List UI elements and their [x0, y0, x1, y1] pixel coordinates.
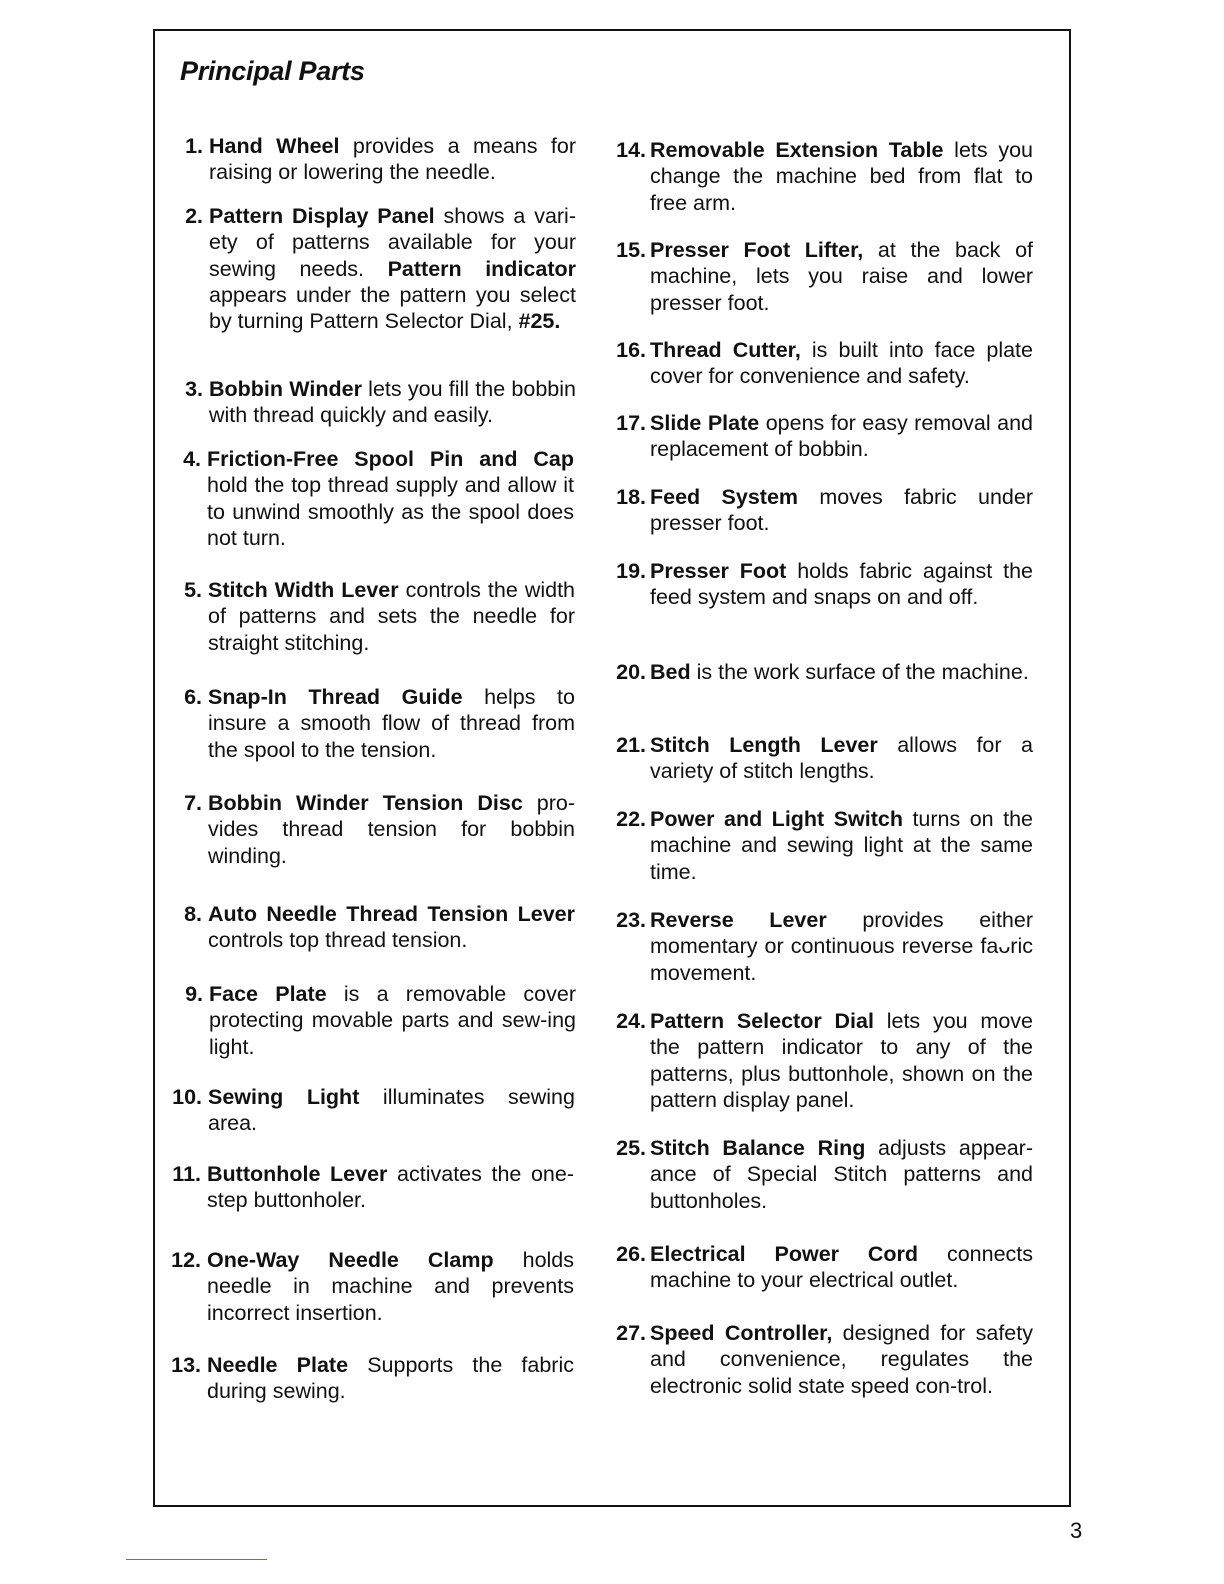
list-item [185, 981, 576, 1060]
list-item [183, 446, 574, 551]
list-item [172, 1161, 574, 1214]
item-term: Snap-In Thread Guide [208, 685, 463, 709]
item-term: Face Plate [209, 982, 327, 1006]
item-term-reference: #25. [518, 309, 561, 334]
item-number: 5. [184, 578, 202, 602]
item-description: at the back of machine, lets you raise and lower presser foot. [650, 238, 1033, 315]
item-term: Slide Plate [650, 411, 760, 435]
item-number: 7. [184, 791, 202, 815]
item-number: 4. [183, 447, 201, 471]
item-number: 8. [184, 902, 202, 926]
item-description: provides a means for raising or lowering the needle. [209, 134, 576, 185]
item-description: holds fabric against the feed system and snaps on and off. [650, 559, 1034, 610]
item-description: is a removable cover protecting movable parts and sew-ing light. [209, 982, 576, 1059]
item-description: controls top thread tension. [208, 928, 468, 953]
item-number: 12. [171, 1248, 201, 1272]
item-description: hold the top thread supply and allow it to unwind smoothly as the spool does not turn. [207, 473, 574, 550]
item-description: lets you fill the bobbin with thread quickly and easily. [209, 377, 576, 428]
item-description: adjusts appear-ance of Special Stitch patterns and buttonholes. [650, 1136, 1033, 1213]
item-number: 21. [616, 733, 646, 757]
item-term: One-Way Needle Clamp [207, 1248, 494, 1272]
item-description: illuminates sewing area. [208, 1085, 575, 1136]
item-description: controls the width of patterns and sets the needle for straight stitching. [208, 578, 576, 655]
item-description: shows a vari-ety of patterns available for your sewing needs. [209, 204, 576, 281]
page-number: 3 [1070, 1518, 1083, 1543]
list-item [616, 806, 1033, 885]
item-number: 3. [185, 377, 203, 401]
item-number: 24. [616, 1009, 646, 1033]
item-term-secondary: Pattern indicator [387, 256, 576, 281]
list-item [616, 1320, 1033, 1399]
item-number: 1. [185, 134, 203, 158]
item-number: 15. [616, 238, 646, 262]
list-item [171, 1247, 575, 1326]
list-item [616, 1241, 1033, 1294]
list-item [616, 1008, 1034, 1113]
item-number: 13. [171, 1353, 201, 1377]
list-item [616, 558, 1034, 611]
item-number: 2. [185, 204, 203, 228]
item-term: Stitch Balance Ring [650, 1136, 866, 1160]
item-term: Stitch Length Lever [650, 733, 878, 757]
item-term: Friction-Free Spool Pin and Cap [207, 447, 574, 471]
item-term: Presser Foot Lifter, [650, 238, 864, 262]
item-description: helps to insure a smooth flow of thread from the spool to the tension. [208, 685, 575, 762]
item-description: connects machine to your electrical outlet. [650, 1242, 1033, 1293]
item-number: 16. [616, 338, 646, 362]
item-number: 14. [616, 138, 646, 162]
page-title: Principal Parts [180, 56, 365, 86]
item-description: lets you move the pattern indicator to any of the patterns, plus buttonhole, shown on the pattern display panel. [650, 1009, 1034, 1112]
item-term: Feed System [650, 485, 799, 509]
list-item [616, 237, 1033, 316]
item-term: Stitch Width Lever [208, 578, 399, 602]
item-term: Sewing Light [208, 1085, 360, 1109]
list-item [185, 376, 576, 429]
item-number: 11. [172, 1162, 201, 1186]
item-description: is built into face plate cover for convenience and safety. [650, 338, 1033, 389]
list-item [184, 790, 576, 869]
list-item [616, 1135, 1033, 1214]
item-number: 10. [172, 1085, 202, 1109]
list-item [616, 907, 1033, 986]
list-item [172, 1084, 575, 1137]
item-number: 25. [616, 1136, 646, 1160]
item-number: 17. [616, 411, 646, 435]
item-term: Hand Wheel [209, 134, 340, 158]
list-item [185, 203, 576, 334]
item-number: 6. [184, 685, 202, 709]
item-description: pro-vides thread tension for bobbin winding. [208, 791, 576, 868]
item-description: opens for easy removal and replacement of bobbin. [650, 411, 1033, 462]
list-item [616, 732, 1033, 785]
item-number: 27. [616, 1321, 646, 1345]
list-item [184, 577, 576, 656]
item-number: 23. [616, 908, 646, 932]
item-term: Pattern Selector Dial [650, 1009, 874, 1033]
item-number: 20. [616, 660, 646, 684]
item-description: activates the one-step buttonholer. [207, 1162, 574, 1213]
item-term: Pattern Display Panel [209, 204, 435, 228]
list-item [616, 659, 1033, 685]
item-number: 9. [185, 982, 203, 1006]
item-description: moves fabric under presser foot. [650, 485, 1033, 536]
item-description: lets you change the machine bed from flat to free arm. [650, 138, 1033, 215]
item-number: 18. [616, 485, 646, 509]
item-term: Buttonhole Lever [207, 1162, 388, 1186]
item-description: designed for safety and convenience, regulates the electronic solid state speed con-trol. [650, 1321, 1033, 1398]
item-term: Bed [650, 660, 691, 684]
item-description-secondary: appears under the pattern you select by turning Pattern Selector Dial, [209, 282, 576, 334]
list-item [184, 684, 575, 763]
item-description: Supports the fabric during sewing. [207, 1353, 574, 1404]
item-term: Bobbin Winder Tension Disc [208, 791, 523, 815]
item-term: Electrical Power Cord [650, 1242, 919, 1266]
item-number: 19. [616, 559, 646, 583]
item-term: Reverse Lever [650, 908, 827, 932]
item-term: Presser Foot [650, 559, 787, 583]
item-term: Needle Plate [207, 1353, 349, 1377]
footer-rule [126, 1559, 267, 1560]
list-item [171, 1352, 574, 1405]
item-description: turns on the machine and sewing light at the same time. [650, 807, 1033, 884]
item-term: Bobbin Winder [209, 377, 362, 401]
item-term: Auto Needle Thread Tension Lever [208, 902, 575, 926]
item-description: allows for a variety of stitch lengths. [650, 733, 1033, 784]
list-item [616, 137, 1033, 216]
item-description: holds needle in machine and prevents incorrect insertion. [207, 1248, 575, 1325]
item-number: 26. [616, 1242, 646, 1266]
item-description: is the work surface of the machine. [690, 660, 1029, 684]
item-description: provides either momentary or continuous reverse faᴗric movement. [650, 908, 1033, 985]
item-term: Speed Controller, [650, 1321, 833, 1345]
item-term: Power and Light Switch [650, 807, 903, 831]
list-item [616, 337, 1033, 390]
list-item [616, 410, 1033, 463]
list-item [184, 901, 575, 954]
item-number: 22. [616, 807, 646, 831]
list-item [185, 133, 576, 186]
item-term: Removable Extension Table [650, 138, 944, 162]
list-item [616, 484, 1033, 537]
item-term: Thread Cutter, [650, 338, 801, 362]
